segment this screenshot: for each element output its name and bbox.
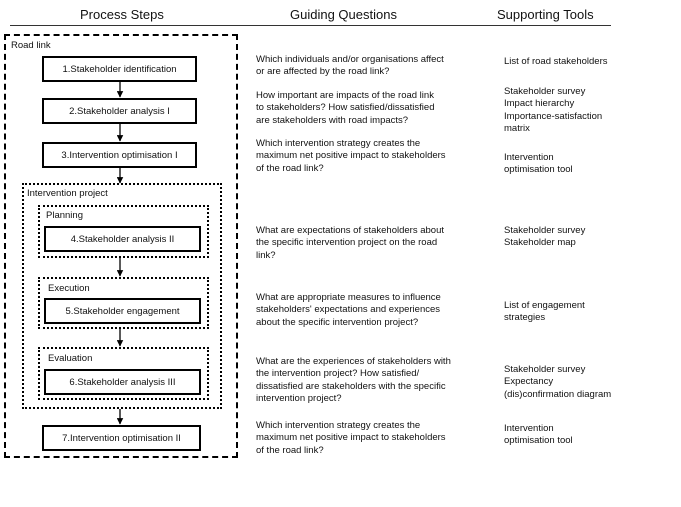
tool-line: Expectancy [504,376,554,388]
step-2-box [42,98,197,124]
question-line: of the road link? [256,444,324,456]
question-line: dissatisfied are stakeholders with the specific [256,380,446,392]
tool-1 [504,56,634,68]
header-supporting-tools: Supporting Tools [497,7,594,22]
question-line: maximum net positive impact to stakeholders [256,432,446,444]
question-line: stakeholders' expectations and experiences [256,304,441,316]
question-6 [256,356,478,406]
question-line: How important are impacts of the road link [256,90,434,101]
tool-line: Importance-satisfaction [504,110,603,122]
header-guiding-questions: Guiding Questions [290,7,397,22]
execution-label: Execution [48,283,90,294]
intervention-project-label: Intervention project [27,188,108,199]
tool-6 [504,364,634,401]
question-line: What are appropriate measures to influence [256,292,441,303]
question-line: What are expectations of stakeholders about [256,225,445,236]
question-3 [256,138,478,175]
question-line: What are the experiences of stakeholders with [256,356,451,367]
question-line: about the specific intervention project? [256,316,419,328]
tool-line: List of engagement [504,300,585,311]
question-line: maximum net positive impact to stakeholders [256,150,446,162]
question-line: to stakeholders? How satisfied/dissatisfied [256,102,435,114]
tool-line: Stakeholder survey [504,225,586,236]
question-4 [256,225,478,262]
step-2-label: 2.Stakeholder analysis I [69,105,170,117]
step-4-label: 4.Stakeholder analysis II [70,233,175,245]
step-1-box [42,56,197,82]
question-line: link? [256,249,276,261]
planning-label: Planning [46,210,83,221]
tool-5 [504,300,634,325]
question-line: Which intervention strategy creates the [256,138,421,149]
question-line: the intervention project? How satisfied/ [256,368,420,380]
question-line: or are affected by the road link? [256,66,390,78]
tool-line: Intervention [504,423,554,434]
step-3-label: 3.Intervention optimisation I [61,149,178,161]
question-1 [256,54,478,79]
tool-line: Impact hierarchy [504,98,575,110]
question-line: Which intervention strategy creates the [256,420,421,431]
tool-line: matrix [504,123,530,135]
step-3-box [42,142,197,168]
tool-line: (dis)confirmation diagram [504,388,612,400]
step-1-label: 1.Stakeholder identification [62,63,177,75]
question-line: the specific intervention project on the road [256,237,438,249]
header-process-steps: Process Steps [80,7,164,22]
tool-line: strategies [504,312,546,324]
tool-line: Stakeholder map [504,237,576,249]
evaluation-label: Evaluation [48,353,93,364]
question-line: Which individuals and/or organisations affect [256,54,444,65]
step-6-box [44,369,201,395]
step-5-box [44,298,201,324]
step-5-label: 5.Stakeholder engagement [65,305,180,317]
question-7 [256,420,478,457]
tool-2 [504,86,634,136]
tool-line: optimisation tool [504,435,573,447]
tool-line: Stakeholder survey [504,86,586,97]
step-7-label: 7.Intervention optimisation II [62,432,181,444]
tool-line: optimisation tool [504,164,573,176]
step-4-box [44,226,201,252]
tool-line: Intervention [504,152,554,163]
question-line: intervention project? [256,393,342,405]
tool-4 [504,225,634,250]
tool-line: Stakeholder survey [504,364,586,375]
question-line: are stakeholders with road impacts? [256,114,409,126]
question-line: of the road link? [256,162,324,174]
step-7-box [42,425,201,451]
tool-7 [504,423,634,448]
tool-3 [504,152,634,177]
road-link-label: Road link [11,40,51,51]
question-2 [256,90,478,127]
question-5 [256,292,478,329]
step-6-label: 6.Stakeholder analysis III [69,376,176,388]
tool-line: List of road stakeholders [504,56,608,67]
